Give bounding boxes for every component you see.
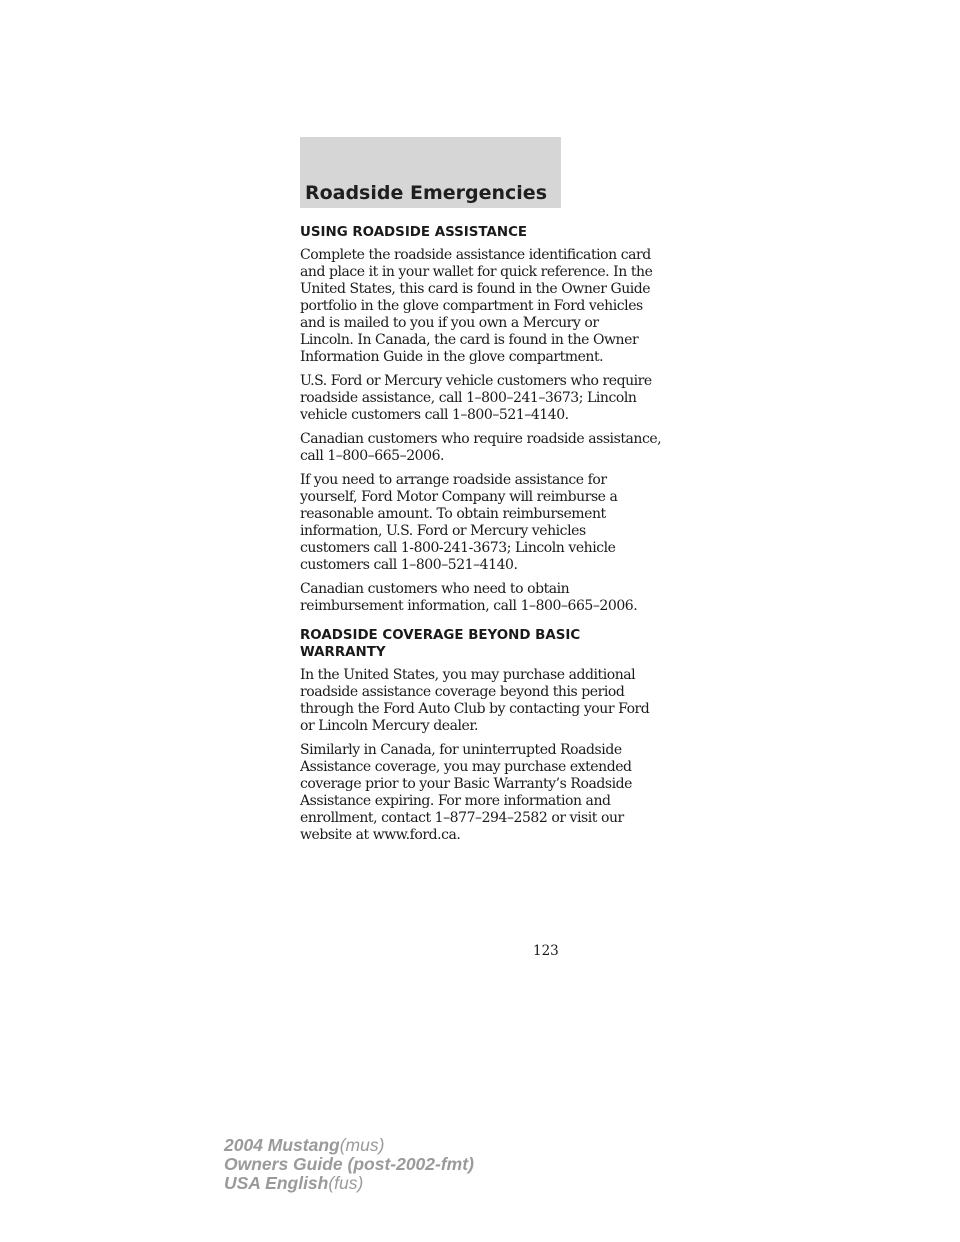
section-heading-coverage-beyond-warranty xyxy=(300,627,581,661)
page-number: 123 xyxy=(533,943,559,959)
text-line: roadside assistance coverage beyond this period xyxy=(300,684,625,700)
page-content xyxy=(300,224,662,851)
footer-model-name: 2004 Mustang xyxy=(224,1135,340,1155)
heading-line: WARRANTY xyxy=(300,645,386,660)
text-line: through the Ford Auto Club by contacting your Ford xyxy=(300,701,650,717)
text-line: Canadian customers who need to obtain xyxy=(300,581,570,597)
text-line: enrollment, contact 1–877–294–2582 or visit our xyxy=(300,810,624,826)
footer-line-guide xyxy=(224,1155,474,1174)
footer-language-code: (fus) xyxy=(328,1173,364,1193)
text-line: Similarly in Canada, for uninterrupted Roadside xyxy=(300,742,622,758)
text-line: or Lincoln Mercury dealer. xyxy=(300,718,479,734)
text-line: In the United States, you may purchase additional xyxy=(300,667,636,683)
text-line: call 1–800–665–2006. xyxy=(300,448,445,464)
text-line: portfolio in the glove compartment in Ford vehicles xyxy=(300,298,643,314)
text-line: and is mailed to you if you own a Mercury or xyxy=(300,315,599,331)
text-line: United States, this card is found in the Owner Guide xyxy=(300,281,651,297)
section-title: Roadside Emergencies xyxy=(304,182,547,204)
footer-line-model xyxy=(224,1136,474,1155)
text-line: Information Guide in the glove compartment. xyxy=(300,349,604,365)
text-line: reasonable amount. To obtain reimbursement xyxy=(300,506,606,522)
text-line: website at www.ford.ca. xyxy=(300,827,461,843)
text-line: vehicle customers call 1–800–521–4140. xyxy=(300,407,569,423)
text-line: Canadian customers who require roadside assistance, xyxy=(300,431,662,447)
paragraph-canada-phone-number xyxy=(300,431,662,465)
text-line: information, U.S. Ford or Mercury vehicles xyxy=(300,523,586,539)
text-line: If you need to arrange roadside assistance for xyxy=(300,472,607,488)
text-line: yourself, Ford Motor Company will reimburse a xyxy=(300,489,618,505)
footer-language-name: USA English xyxy=(224,1173,329,1193)
section-heading-using-roadside-assistance xyxy=(300,224,570,241)
heading-line: ROADSIDE COVERAGE BEYOND BASIC xyxy=(300,628,581,643)
text-line: Lincoln. In Canada, the card is found in the Owner xyxy=(300,332,639,348)
text-line: roadside assistance, call 1–800–241–3673; Lincoln xyxy=(300,390,637,406)
text-line: Assistance coverage, you may purchase extended xyxy=(300,759,632,775)
footer-model-code: (mus) xyxy=(339,1135,385,1155)
text-line: customers call 1-800-241-3673; Lincoln vehicle xyxy=(300,540,616,556)
text-line: and place it in your wallet for quick reference. In the xyxy=(300,264,653,280)
paragraph-reimbursement xyxy=(300,472,618,574)
section-header-band xyxy=(300,137,561,208)
text-line: U.S. Ford or Mercury vehicle customers who require xyxy=(300,373,652,389)
paragraph-identification-card xyxy=(300,247,653,366)
paragraph-us-additional-coverage xyxy=(300,667,650,735)
paragraph-canada-extended-coverage xyxy=(300,742,632,844)
text-line: reimbursement information, call 1–800–665–2006. xyxy=(300,598,638,614)
heading-line: USING ROADSIDE ASSISTANCE xyxy=(300,225,528,240)
text-line: coverage prior to your Basic Warranty’s Roadside xyxy=(300,776,632,792)
text-line: customers call 1–800–521–4140. xyxy=(300,557,518,573)
footer-guide-name: Owners Guide (post-2002-fmt) xyxy=(224,1154,474,1174)
text-line: Assistance expiring. For more information and xyxy=(300,793,611,809)
paragraph-us-phone-numbers xyxy=(300,373,652,424)
text-line: Complete the roadside assistance identification card xyxy=(300,247,651,263)
document-footer xyxy=(224,1136,474,1193)
footer-line-language xyxy=(224,1174,474,1193)
paragraph-canada-reimbursement xyxy=(300,581,638,615)
